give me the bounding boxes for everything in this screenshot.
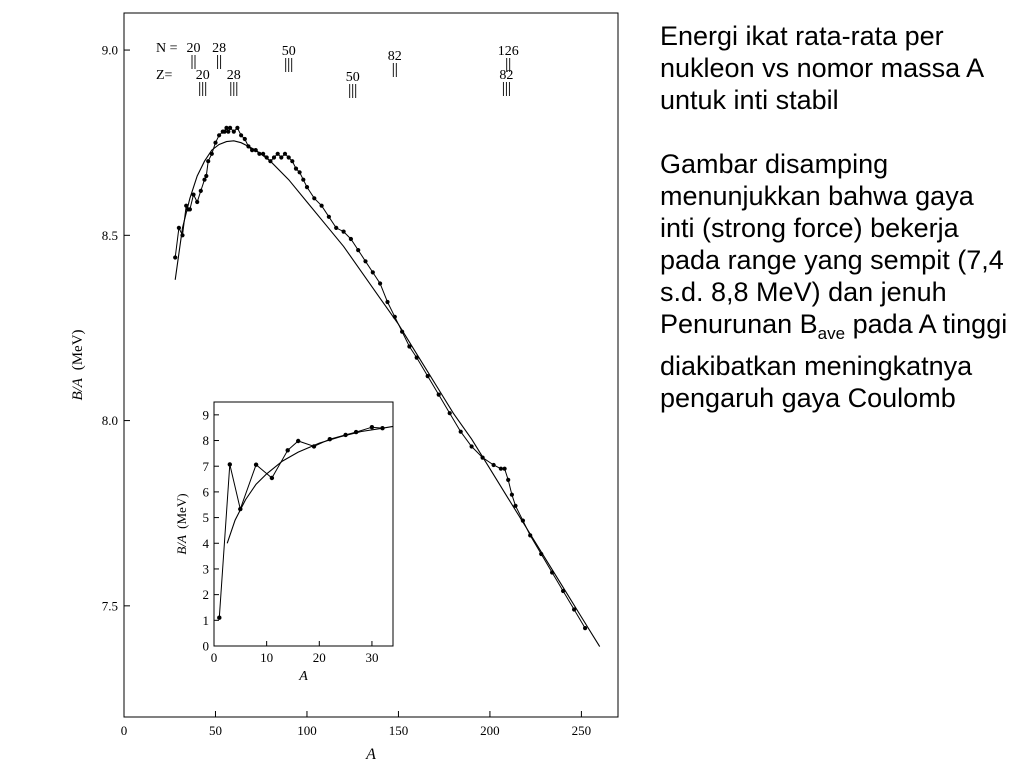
main-data-point [506, 478, 510, 482]
main-data-point [279, 155, 283, 159]
main-data-point [363, 259, 367, 263]
slide-decline [660, 308, 1010, 414]
main-data-point [371, 270, 375, 274]
main-data-point [448, 411, 452, 415]
main-data-point [393, 315, 397, 319]
main-data-point [513, 504, 517, 508]
inset-ytick-label: 1 [202, 612, 209, 628]
magic-z-label: 82 [499, 68, 514, 83]
main-data-point [437, 393, 441, 397]
main-data-point [528, 533, 532, 537]
main-data-point [223, 130, 227, 134]
inset-data-point [254, 463, 258, 467]
slide-heading: Energi ikat rata-rata per nukleon vs nomor massa A untuk inti stabil [660, 21, 983, 115]
main-data-point [320, 204, 324, 208]
main-data-point [232, 130, 236, 134]
main-ytick-label: 7.5 [101, 598, 118, 614]
main-data-point [334, 226, 338, 230]
main-data-point [265, 155, 269, 159]
magic-n-label: 50 [281, 44, 296, 59]
magic-n-label: 82 [387, 49, 402, 64]
main-data-point [235, 126, 239, 130]
main-data-point [327, 215, 331, 219]
main-data-point [290, 159, 294, 163]
main-ytick-label: 8.5 [101, 227, 118, 243]
main-data-point [294, 167, 298, 171]
magic-z-label: 50 [345, 70, 360, 85]
main-data-point [226, 130, 230, 134]
main-data-point [268, 159, 272, 163]
main-data-point [312, 196, 316, 200]
inset-data-point [370, 425, 374, 429]
main-data-point [246, 144, 250, 148]
inset-data-point [354, 430, 358, 434]
main-data-point [250, 148, 254, 152]
inset-y-axis-label-unit: (MeV) [174, 493, 189, 529]
main-data-point [191, 193, 195, 197]
inset-y-axis-label [174, 493, 189, 554]
main-data-point [184, 204, 188, 208]
inset-data-point [312, 444, 316, 448]
main-data-point [188, 207, 192, 211]
magic-n-label: 28 [212, 41, 227, 56]
main-data-point [503, 467, 507, 471]
main-data-point [492, 463, 496, 467]
inset-data-point [228, 462, 232, 466]
main-data-point [257, 152, 261, 156]
inset-data-point [270, 476, 274, 480]
main-data-point [561, 589, 565, 593]
main-data-point [470, 444, 474, 448]
main-data-point [204, 174, 208, 178]
inset-ytick-label: 8 [202, 433, 209, 449]
magic-n-label: 126 [497, 44, 519, 59]
decline-suffix: pada A tinggi diakibatkan meningkatnya pengaruh gaya Coulomb [660, 309, 1008, 413]
main-data-point [287, 155, 291, 159]
inset-background [214, 402, 393, 646]
main-ytick-label: 8.0 [101, 413, 118, 429]
inset-ytick-label: 5 [202, 510, 209, 526]
inset-data-point [296, 439, 300, 443]
main-data-point [539, 552, 543, 556]
main-data-point [378, 281, 382, 285]
main-y-axis-label-var: B/A [70, 378, 86, 401]
main-data-point [173, 255, 177, 259]
inset-data-point [238, 507, 242, 511]
main-data-point [239, 133, 243, 137]
decline-prefix: Penurunan B [660, 309, 818, 339]
main-data-point [228, 126, 232, 130]
main-xtick-label: 0 [120, 723, 128, 738]
inset-ytick-label: 9 [202, 407, 209, 423]
inset-data-point [343, 433, 347, 437]
main-xtick-label: 100 [297, 723, 317, 738]
main-data-point [195, 200, 199, 204]
inset-xtick-label: 30 [365, 650, 379, 665]
slide-text [660, 20, 1010, 414]
main-chart [70, 13, 618, 763]
main-data-point [407, 344, 411, 348]
main-data-point [385, 300, 389, 304]
inset-ytick-label: 2 [202, 587, 209, 603]
main-data-point [400, 330, 404, 334]
magic-z-prefix: Z= [156, 68, 173, 83]
main-data-point [572, 607, 576, 611]
main-y-axis-label [70, 329, 86, 400]
main-data-point [261, 152, 265, 156]
main-data-point [305, 185, 309, 189]
main-data-point [243, 137, 247, 141]
magic-z-label: 28 [226, 68, 241, 83]
main-data-point [217, 133, 221, 137]
main-data-point [199, 189, 203, 193]
inset-data-point [380, 426, 384, 430]
decline-subscript: ave [817, 324, 846, 343]
main-data-point [426, 374, 430, 378]
main-data-point [202, 178, 206, 182]
main-data-point [272, 155, 276, 159]
main-ytick-label: 9.0 [101, 42, 118, 58]
inset-data-point [286, 448, 290, 452]
main-data-point [254, 148, 258, 152]
main-xtick-label: 50 [208, 723, 222, 738]
main-x-axis-label: A [366, 746, 376, 763]
main-data-point [301, 178, 305, 182]
inset-x-axis-label: A [299, 669, 308, 684]
magic-n-prefix: N = [156, 41, 178, 56]
main-data-point [459, 430, 463, 434]
main-xtick-label: 200 [480, 723, 500, 738]
main-xtick-label: 150 [388, 723, 409, 738]
inset-ytick-label: 7 [202, 458, 209, 474]
inset-ytick-label: 3 [202, 561, 209, 577]
inset-xtick-label: 0 [210, 650, 218, 665]
main-data-point [276, 152, 280, 156]
main-data-point [342, 230, 346, 234]
inset-ytick-label: 0 [202, 638, 209, 654]
main-data-point [210, 152, 214, 156]
main-data-point [499, 467, 503, 471]
slide-body: Gambar disamping menunjukkan bahwa gaya inti (strong force) bekerja pada range yang sempit (7,4 s.d. 8,8 MeV) dan jenuh [660, 149, 1004, 307]
main-data-point [298, 170, 302, 174]
main-data-point [213, 141, 217, 145]
inset-ytick-label: 4 [202, 535, 209, 551]
inset-data-point [328, 437, 332, 441]
main-y-axis-label-unit: (MeV) [70, 329, 86, 371]
inset-xtick-label: 20 [312, 650, 326, 665]
main-data-point [583, 626, 587, 630]
main-data-point [415, 356, 419, 360]
inset-y-axis-label-var: B/A [174, 535, 189, 555]
inset-chart [174, 402, 393, 684]
main-data-point [283, 152, 287, 156]
magic-number-markers [156, 41, 519, 98]
main-data-point [349, 237, 353, 241]
main-xtick-label: 250 [571, 723, 592, 738]
inset-xtick-label: 10 [260, 650, 274, 665]
magic-z-label: 20 [195, 68, 210, 83]
main-data-point [224, 126, 228, 130]
main-data-point [510, 493, 514, 497]
magic-n-label: 20 [186, 41, 201, 56]
main-data-point [206, 159, 210, 163]
main-data-point [177, 226, 181, 230]
main-data-point [550, 570, 554, 574]
inset-data-point [217, 616, 221, 620]
inset-ytick-label: 6 [202, 484, 209, 500]
main-data-point [356, 248, 360, 252]
main-data-point [521, 519, 525, 523]
main-data-point [180, 233, 184, 237]
main-data-point [481, 456, 485, 460]
